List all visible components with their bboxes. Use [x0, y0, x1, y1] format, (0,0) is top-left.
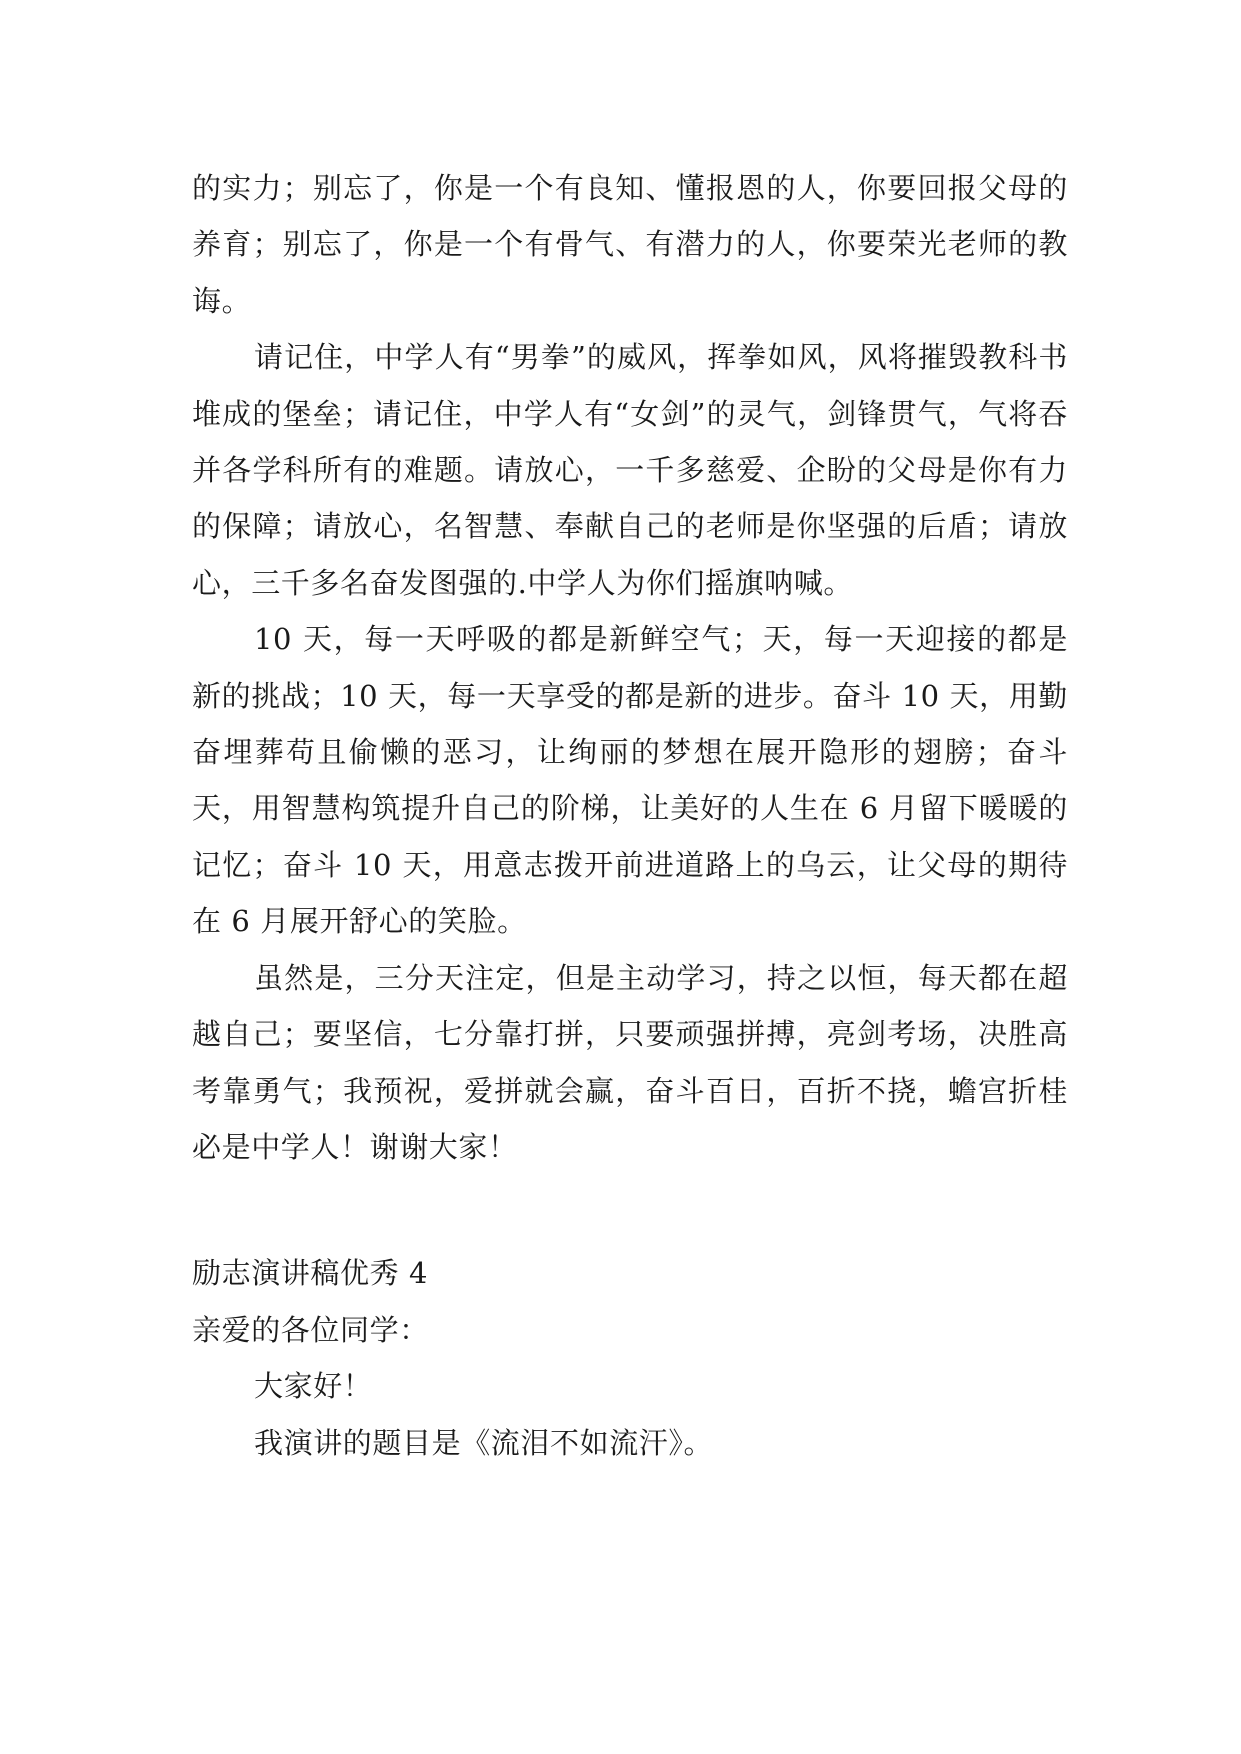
speech-topic: 我演讲的题目是《流泪不如流汗》。 [254, 1425, 714, 1460]
paragraph-3: 10 天，每一天呼吸的都是新鲜空气；天，每一天迎接的都是新的挑战；10 天，每一天享受的都是新的进步。奋斗 10 天，用勤奋埋葬苟且偷懒的恶习，让绚丽的梦想在展开隐形的翅膀；奋斗天，用智慧构筑提升自己的阶梯，让美好的人生在 6 月留下暖暖的记忆；奋斗 10 天，用意志拨开前进道路上的乌云，让父母的期待在 6 月展开舒心的笑脸。 [192, 622, 1068, 939]
section-title: 励志演讲稿优秀 4 [192, 1256, 429, 1291]
paragraph-4: 虽然是，三分天注定，但是主动学习，持之以恒，每天都在超越自己；要坚信，七分靠打拼，只要顽强拼搏，亮剑考场，决胜高考靠勇气；我预祝，爱拼就会赢，奋斗百日，百折不挠，蟾宫折桂必是中学人！谢谢大家！ [192, 960, 1068, 1164]
document-body [192, 160, 1068, 1471]
paragraph-2: 请记住，中学人有“男拳”的威风，挥拳如风，风将摧毁教科书堆成的堡垒；请记住，中学人有“女剑”的灵气，剑锋贯气，气将吞并各学科所有的难题。请放心，一千多慈爱、企盼的父母是你有力的保障；请放心，名智慧、奉献自己的老师是你坚强的后盾；请放心，三千多名奋发图强的.中学人为你们摇旗呐喊。 [192, 340, 1068, 600]
section-spacer [192, 1175, 1068, 1245]
greeting: 大家好！ [254, 1369, 373, 1404]
paragraph-1: 的实力；别忘了，你是一个有良知、懂报恩的人，你要回报父母的养育；别忘了，你是一个有骨气、有潜力的人，你要荣光老师的教诲。 [192, 171, 1068, 318]
salutation: 亲爱的各位同学： [192, 1312, 429, 1347]
